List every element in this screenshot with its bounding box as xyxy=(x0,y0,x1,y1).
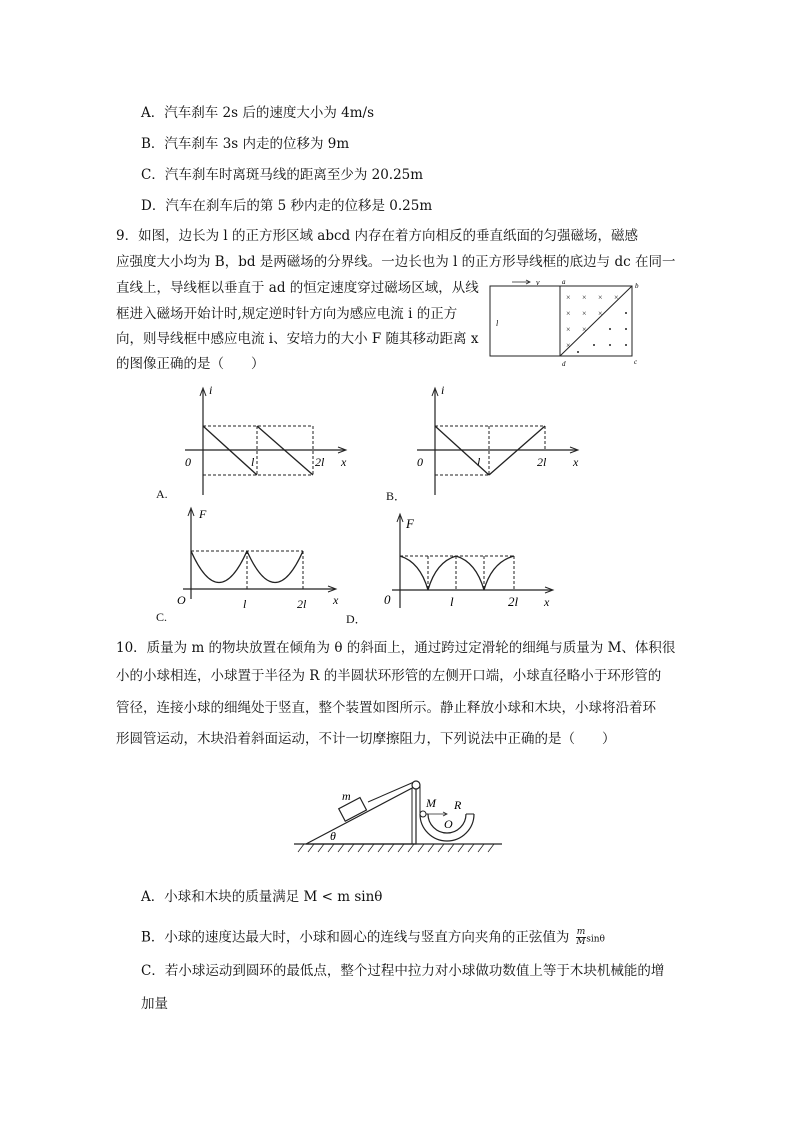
q10-stem-line-3: 管径，连接小球的细绳处于竖直，整个装置如图所示。静止释放小球和木块，小球将沿着环 xyxy=(116,700,656,716)
frac-denominator: M xyxy=(576,937,586,948)
graph-d-option-label: D． xyxy=(346,612,367,626)
graph-d-y-label: F xyxy=(406,516,414,531)
fig10-M-label: M xyxy=(426,796,436,810)
graph-c-origin: O xyxy=(177,593,186,607)
q10-incline-figure xyxy=(292,770,507,860)
graph-a-option-label: A. xyxy=(156,487,168,501)
fig10-R-label: R xyxy=(454,798,462,812)
graph-a xyxy=(155,380,365,500)
svg-text:×: × xyxy=(614,293,619,302)
svg-text:×: × xyxy=(566,325,571,334)
graph-a-y-label: i xyxy=(209,383,213,397)
svg-text:×: × xyxy=(598,293,603,302)
svg-text:×: × xyxy=(566,341,571,350)
fig10-m-label: m xyxy=(342,789,351,803)
svg-text:×: × xyxy=(582,293,587,302)
fig9-l-label: l xyxy=(496,319,499,328)
q10-stem-line-4: 形圆管运动，木块沿着斜面运动，不计一切摩擦阻力，下列说法中正确的是（ ） xyxy=(116,731,616,747)
graph-c-option-label: C. xyxy=(156,610,168,624)
q8-option-d: D．汽车在刹车后的第 5 秒内走的位移是 0.25m xyxy=(141,198,433,214)
graph-c-x-label: x xyxy=(333,593,339,607)
svg-text:×: × xyxy=(598,309,603,318)
frac-numerator: m xyxy=(576,927,586,937)
graph-a-x-label: x xyxy=(341,455,347,469)
q8-option-a: A．汽车刹车 2s 后的速度大小为 4m/s xyxy=(141,105,375,121)
fig10-theta-label: θ xyxy=(330,829,336,843)
graph-a-tick-l: l xyxy=(251,455,255,469)
graph-b-tick-l: l xyxy=(477,455,481,469)
q10-option-c: C．若小球运动到圆环的最低点，整个过程中拉力对小球做功数值上等于木块机械能的增 xyxy=(141,963,665,979)
fig9-v-label: v xyxy=(536,278,540,287)
fig9-a-label: a xyxy=(562,278,566,286)
graph-b-x-label: x xyxy=(573,455,579,469)
graph-d-tick-2l: 2l xyxy=(508,594,519,609)
svg-text:×: × xyxy=(566,293,571,302)
q10-option-b xyxy=(141,928,605,948)
graph-c-tick-2l: 2l xyxy=(297,597,307,611)
graph-c-tick-l: l xyxy=(243,597,247,611)
q10-stem-line-2: 小的小球相连，小球置于半径为 R 的半圆状环形管的左侧开口端，小球直径略小于环形管的 xyxy=(116,668,662,684)
graph-b-tick-2l: 2l xyxy=(537,455,547,469)
fig9-cross-marks xyxy=(566,293,619,350)
q8-option-b: B．汽车刹车 3s 内走的位移为 9m xyxy=(141,136,350,152)
graph-b xyxy=(387,380,597,500)
q9-stem-line-4: 框进入磁场开始计时,规定逆时针方向为感应电流 i 的正方 xyxy=(116,306,458,322)
svg-text:×: × xyxy=(566,309,571,318)
graph-c xyxy=(155,504,365,614)
fig9-b-label: b xyxy=(635,282,639,290)
q9-stem-line-1: 9．如图，边长为 l 的正方形区域 abcd 内存在着方向相反的垂直纸面的匀强磁场，磁感 xyxy=(116,228,638,244)
graph-d-x-label: x xyxy=(544,595,550,609)
q9-stem-line-3: 直线上，导线框以垂直于 ad 的恒定速度穿过磁场区域，从线 xyxy=(116,280,479,296)
graph-b-y-label: i xyxy=(441,383,445,397)
graph-a-origin: 0 xyxy=(185,455,191,469)
q10-option-b-fraction xyxy=(576,928,587,948)
graph-d xyxy=(370,510,580,620)
fig10-O-label: O xyxy=(444,817,453,831)
fig9-d-label: d xyxy=(562,360,566,368)
q10-stem-line-1: 10．质量为 m 的物块放置在倾角为 θ 的斜面上，通过跨过定滑轮的细绳与质量为 M、体积很 xyxy=(116,640,676,656)
graph-a-tick-2l: 2l xyxy=(315,455,325,469)
fig9-c-label: c xyxy=(634,358,638,366)
graph-d-tick-l: l xyxy=(450,594,454,609)
q9-field-figure xyxy=(490,276,650,371)
graph-c-y-label: F xyxy=(199,507,207,521)
graph-b-option-label: B． xyxy=(386,489,407,503)
q8-option-c: C．汽车刹车时离斑马线的距离至少为 20.25m xyxy=(141,167,424,183)
q9-stem-line-2: 应强度大小均为 B，bd 是两磁场的分界线。一边长也为 l 的正方形导线框的底边与 dc 在同一 xyxy=(116,254,676,270)
q9-stem-line-5: 向，则导线框中感应电流 i、安培力的大小 F 随其移动距离 x xyxy=(116,331,479,347)
svg-text:×: × xyxy=(582,325,587,334)
q10-option-b-text: B．小球的速度达最大时，小球和圆心的连线与竖直方向夹角的正弦值为 xyxy=(141,929,570,946)
graph-d-origin: 0 xyxy=(384,592,391,607)
graph-b-origin: 0 xyxy=(417,455,423,469)
q9-stem-line-6: 的图像正确的是（ ） xyxy=(116,356,265,372)
ground-hatch xyxy=(298,844,494,852)
q10-option-c-cont: 加量 xyxy=(141,996,168,1012)
frac-tail: sinθ xyxy=(586,934,605,945)
svg-text:×: × xyxy=(582,309,587,318)
q10-option-a: A．小球和木块的质量满足 M < m sinθ xyxy=(141,889,383,905)
